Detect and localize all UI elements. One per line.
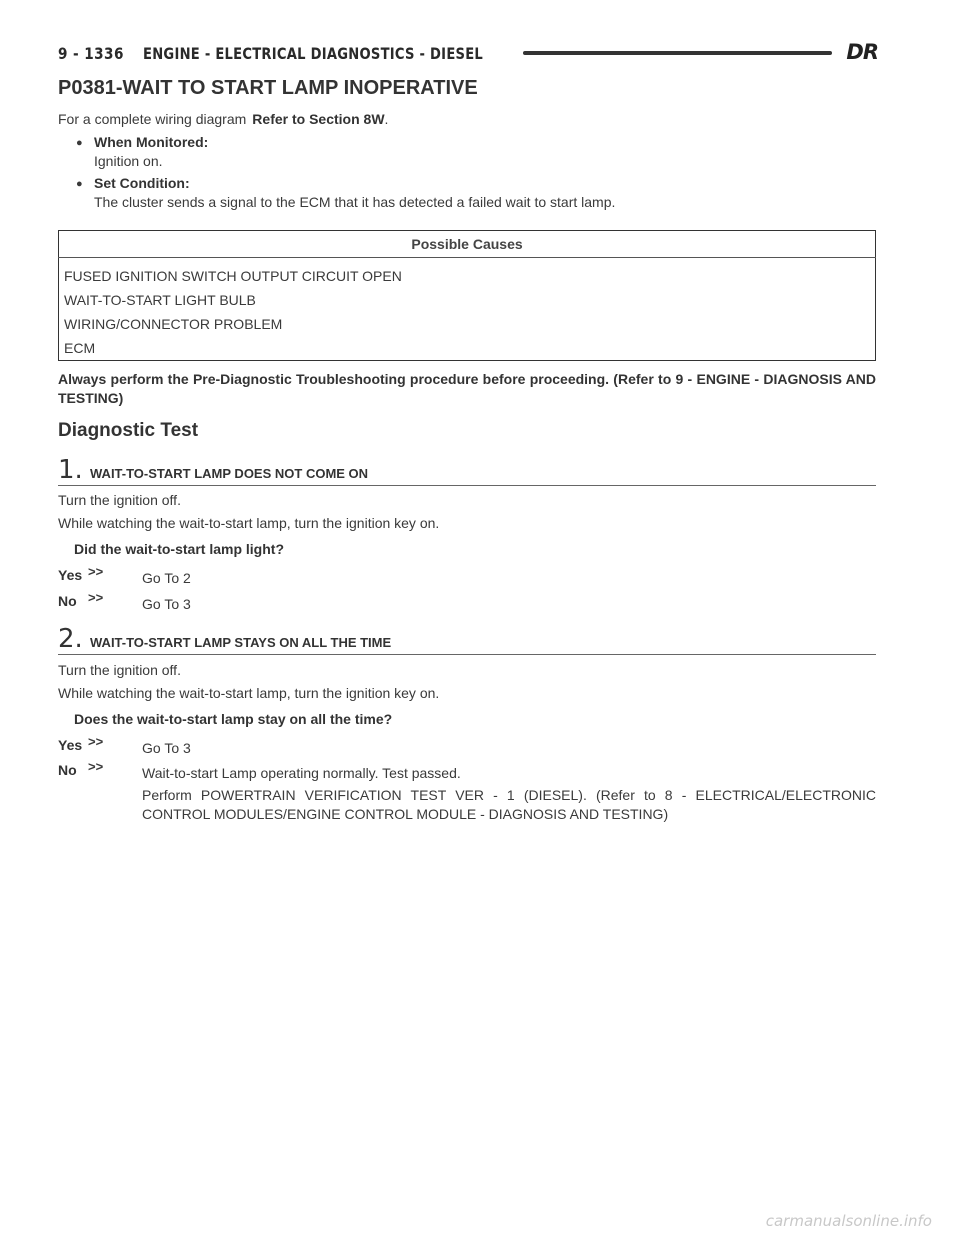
causes-header: Possible Causes [59, 231, 876, 258]
answer-key: No [58, 593, 77, 609]
answer-value: Go To 3 [142, 596, 191, 612]
intro-text: For a complete wiring diagram [58, 111, 247, 127]
section-ref-link[interactable]: Refer to Section 8W [252, 111, 385, 127]
bullet-text: Ignition on. [94, 153, 163, 169]
verification-instruction: Perform POWERTRAIN VERIFICATION TEST VER - 1 (DIESEL). (Refer to 8 - ELECTRICAL/ELECTRONIC CONTROL MODULES/ENGINE CONTROL MODULE - DIAGNOSIS AND TESTING) [142, 787, 876, 822]
answer-yes [58, 564, 191, 586]
answer-value: Wait-to-start Lamp operating normally. Test passed. [142, 765, 461, 781]
bullet-dot-icon: ● [76, 178, 83, 190]
cause-item: WIRING/CONNECTOR PROBLEM [64, 316, 283, 332]
header-rule [523, 51, 832, 55]
intro-end: . [384, 111, 389, 127]
answer-no [58, 590, 191, 612]
answer-key: No [58, 762, 77, 778]
arrow-icon: >> [88, 590, 104, 605]
section-title: ENGINE - ELECTRICAL DIAGNOSTICS - DIESEL [143, 43, 484, 63]
answer-yes [58, 734, 191, 756]
bullet-label: Set Condition: [94, 175, 190, 191]
site-watermark: carmanualsonline.info [765, 1212, 932, 1230]
wiring-intro [58, 111, 388, 127]
bullet-when-monitored [76, 134, 208, 169]
answer-value: Go To 3 [142, 740, 191, 756]
arrow-icon: >> [88, 734, 104, 749]
step-title: WAIT-TO-START LAMP STAYS ON ALL THE TIME [90, 635, 392, 650]
step-question: Did the wait-to-start lamp light? [74, 541, 284, 557]
bullet-label: When Monitored: [94, 134, 209, 150]
pre-diagnostic-note: Always perform the Pre-Diagnostic Troubleshooting procedure before proceeding. (Refer to 9 - ENGINE - DIAGNOSIS AND TESTING) [58, 371, 876, 406]
bullet-set-condition [76, 175, 615, 210]
bullet-dot-icon: ● [76, 137, 83, 149]
running-header [58, 40, 878, 66]
model-logo: DR [846, 40, 878, 64]
step-number: 2. [58, 624, 83, 654]
step-instruction: While watching the wait-to-start lamp, turn the ignition key on. [58, 685, 440, 701]
bullet-text: The cluster sends a signal to the ECM that it has detected a failed wait to start lamp. [94, 194, 616, 210]
step-instruction: Turn the ignition off. [58, 662, 181, 678]
cause-item: WAIT-TO-START LIGHT BULB [64, 292, 256, 308]
step-2-header [58, 624, 876, 655]
answer-value: Go To 2 [142, 570, 191, 586]
answer-key: Yes [58, 737, 83, 753]
step-instruction: Turn the ignition off. [58, 492, 181, 508]
possible-causes-table [58, 230, 876, 361]
arrow-icon: >> [88, 564, 104, 579]
answer-no [58, 759, 461, 781]
step-1-header [58, 455, 876, 486]
step-title: WAIT-TO-START LAMP DOES NOT COME ON [90, 466, 369, 481]
diagnostic-test-heading: Diagnostic Test [58, 420, 199, 441]
step-instruction: While watching the wait-to-start lamp, turn the ignition key on. [58, 515, 440, 531]
arrow-icon: >> [88, 759, 104, 774]
cause-item: ECM [64, 340, 96, 356]
step-question: Does the wait-to-start lamp stay on all the time? [74, 711, 393, 727]
answer-key: Yes [58, 567, 83, 583]
step-number: 1. [58, 455, 83, 485]
cause-item: FUSED IGNITION SWITCH OUTPUT CIRCUIT OPEN [64, 268, 402, 284]
page-number: 9 - 1336 [58, 43, 124, 63]
page-title: P0381-WAIT TO START LAMP INOPERATIVE [58, 77, 478, 99]
